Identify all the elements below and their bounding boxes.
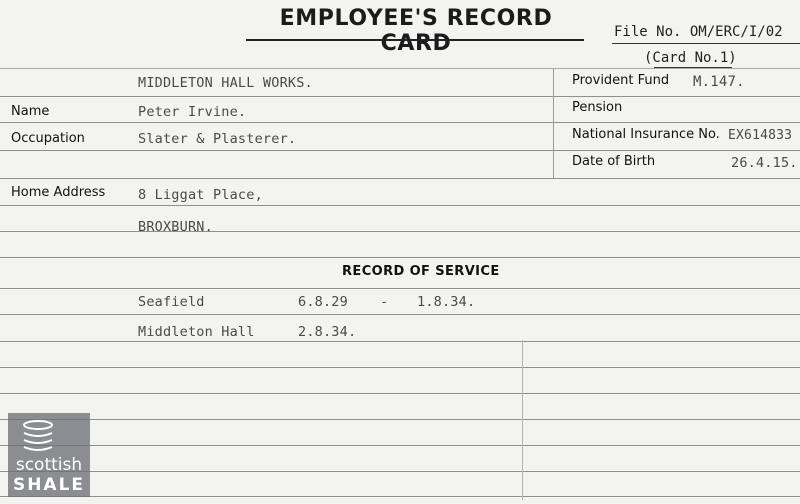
file-number-underline <box>612 43 800 44</box>
scottish-shale-watermark <box>8 413 90 497</box>
home-address-label: Home Address <box>11 185 106 200</box>
service-from-date: 6.8.29 <box>298 294 348 310</box>
rule-line <box>0 205 800 206</box>
title-underline <box>246 39 584 41</box>
address-line-1: 8 Liggat Place, <box>138 187 263 203</box>
rule-line <box>0 178 800 179</box>
service-date-separator: - <box>380 294 389 310</box>
rule-line <box>0 122 800 123</box>
rule-line <box>0 150 800 151</box>
pension-label: Pension <box>572 100 623 115</box>
rule-line <box>0 445 800 446</box>
date-of-birth-value: 26.4.15. <box>731 155 798 171</box>
watermark-line-1: scottish <box>15 455 83 475</box>
works-name: MIDDLETON HALL WORKS. <box>138 75 313 91</box>
provident-fund-label: Provident Fund <box>572 73 670 88</box>
rule-line <box>0 471 800 472</box>
card-number: (Card No.1) <box>644 50 737 66</box>
rule-line <box>0 231 800 232</box>
rule-line <box>0 419 800 420</box>
shale-layers-icon <box>8 415 90 455</box>
name-label: Name <box>11 104 50 119</box>
national-insurance-label: National Insurance No. <box>572 127 720 142</box>
watermark-line-2: SHALE <box>12 475 86 495</box>
occupation-label: Occupation <box>11 131 85 146</box>
address-line-2: BROXBURN. <box>138 219 213 235</box>
record-of-service-heading: RECORD OF SERVICE <box>342 264 500 279</box>
rule-line <box>0 341 800 342</box>
rule-line <box>0 257 800 258</box>
occupation-value: Slater & Plasterer. <box>138 131 297 147</box>
name-value: Peter Irvine. <box>138 104 247 120</box>
file-number: File No. OM/ERC/I/02 <box>614 24 783 40</box>
service-place: Seafield <box>138 294 205 310</box>
service-to-date: 1.8.34. <box>417 294 476 310</box>
rule-line <box>0 288 800 289</box>
rule-line <box>0 96 800 97</box>
rule-line <box>0 68 800 69</box>
service-place: Middleton Hall <box>138 324 255 340</box>
rule-line <box>0 393 800 394</box>
rule-line <box>0 367 800 368</box>
rule-line <box>0 496 800 497</box>
provident-fund-value: M.147. <box>693 74 745 90</box>
service-from-date: 2.8.34. <box>298 324 357 340</box>
date-of-birth-label: Date of Birth <box>572 154 656 169</box>
card-title: EMPLOYEE'S RECORD CARD <box>279 6 553 56</box>
rule-line <box>0 314 800 315</box>
column-divider <box>553 68 554 178</box>
national-insurance-value: EX614833 <box>728 128 793 143</box>
column-divider <box>522 340 523 500</box>
